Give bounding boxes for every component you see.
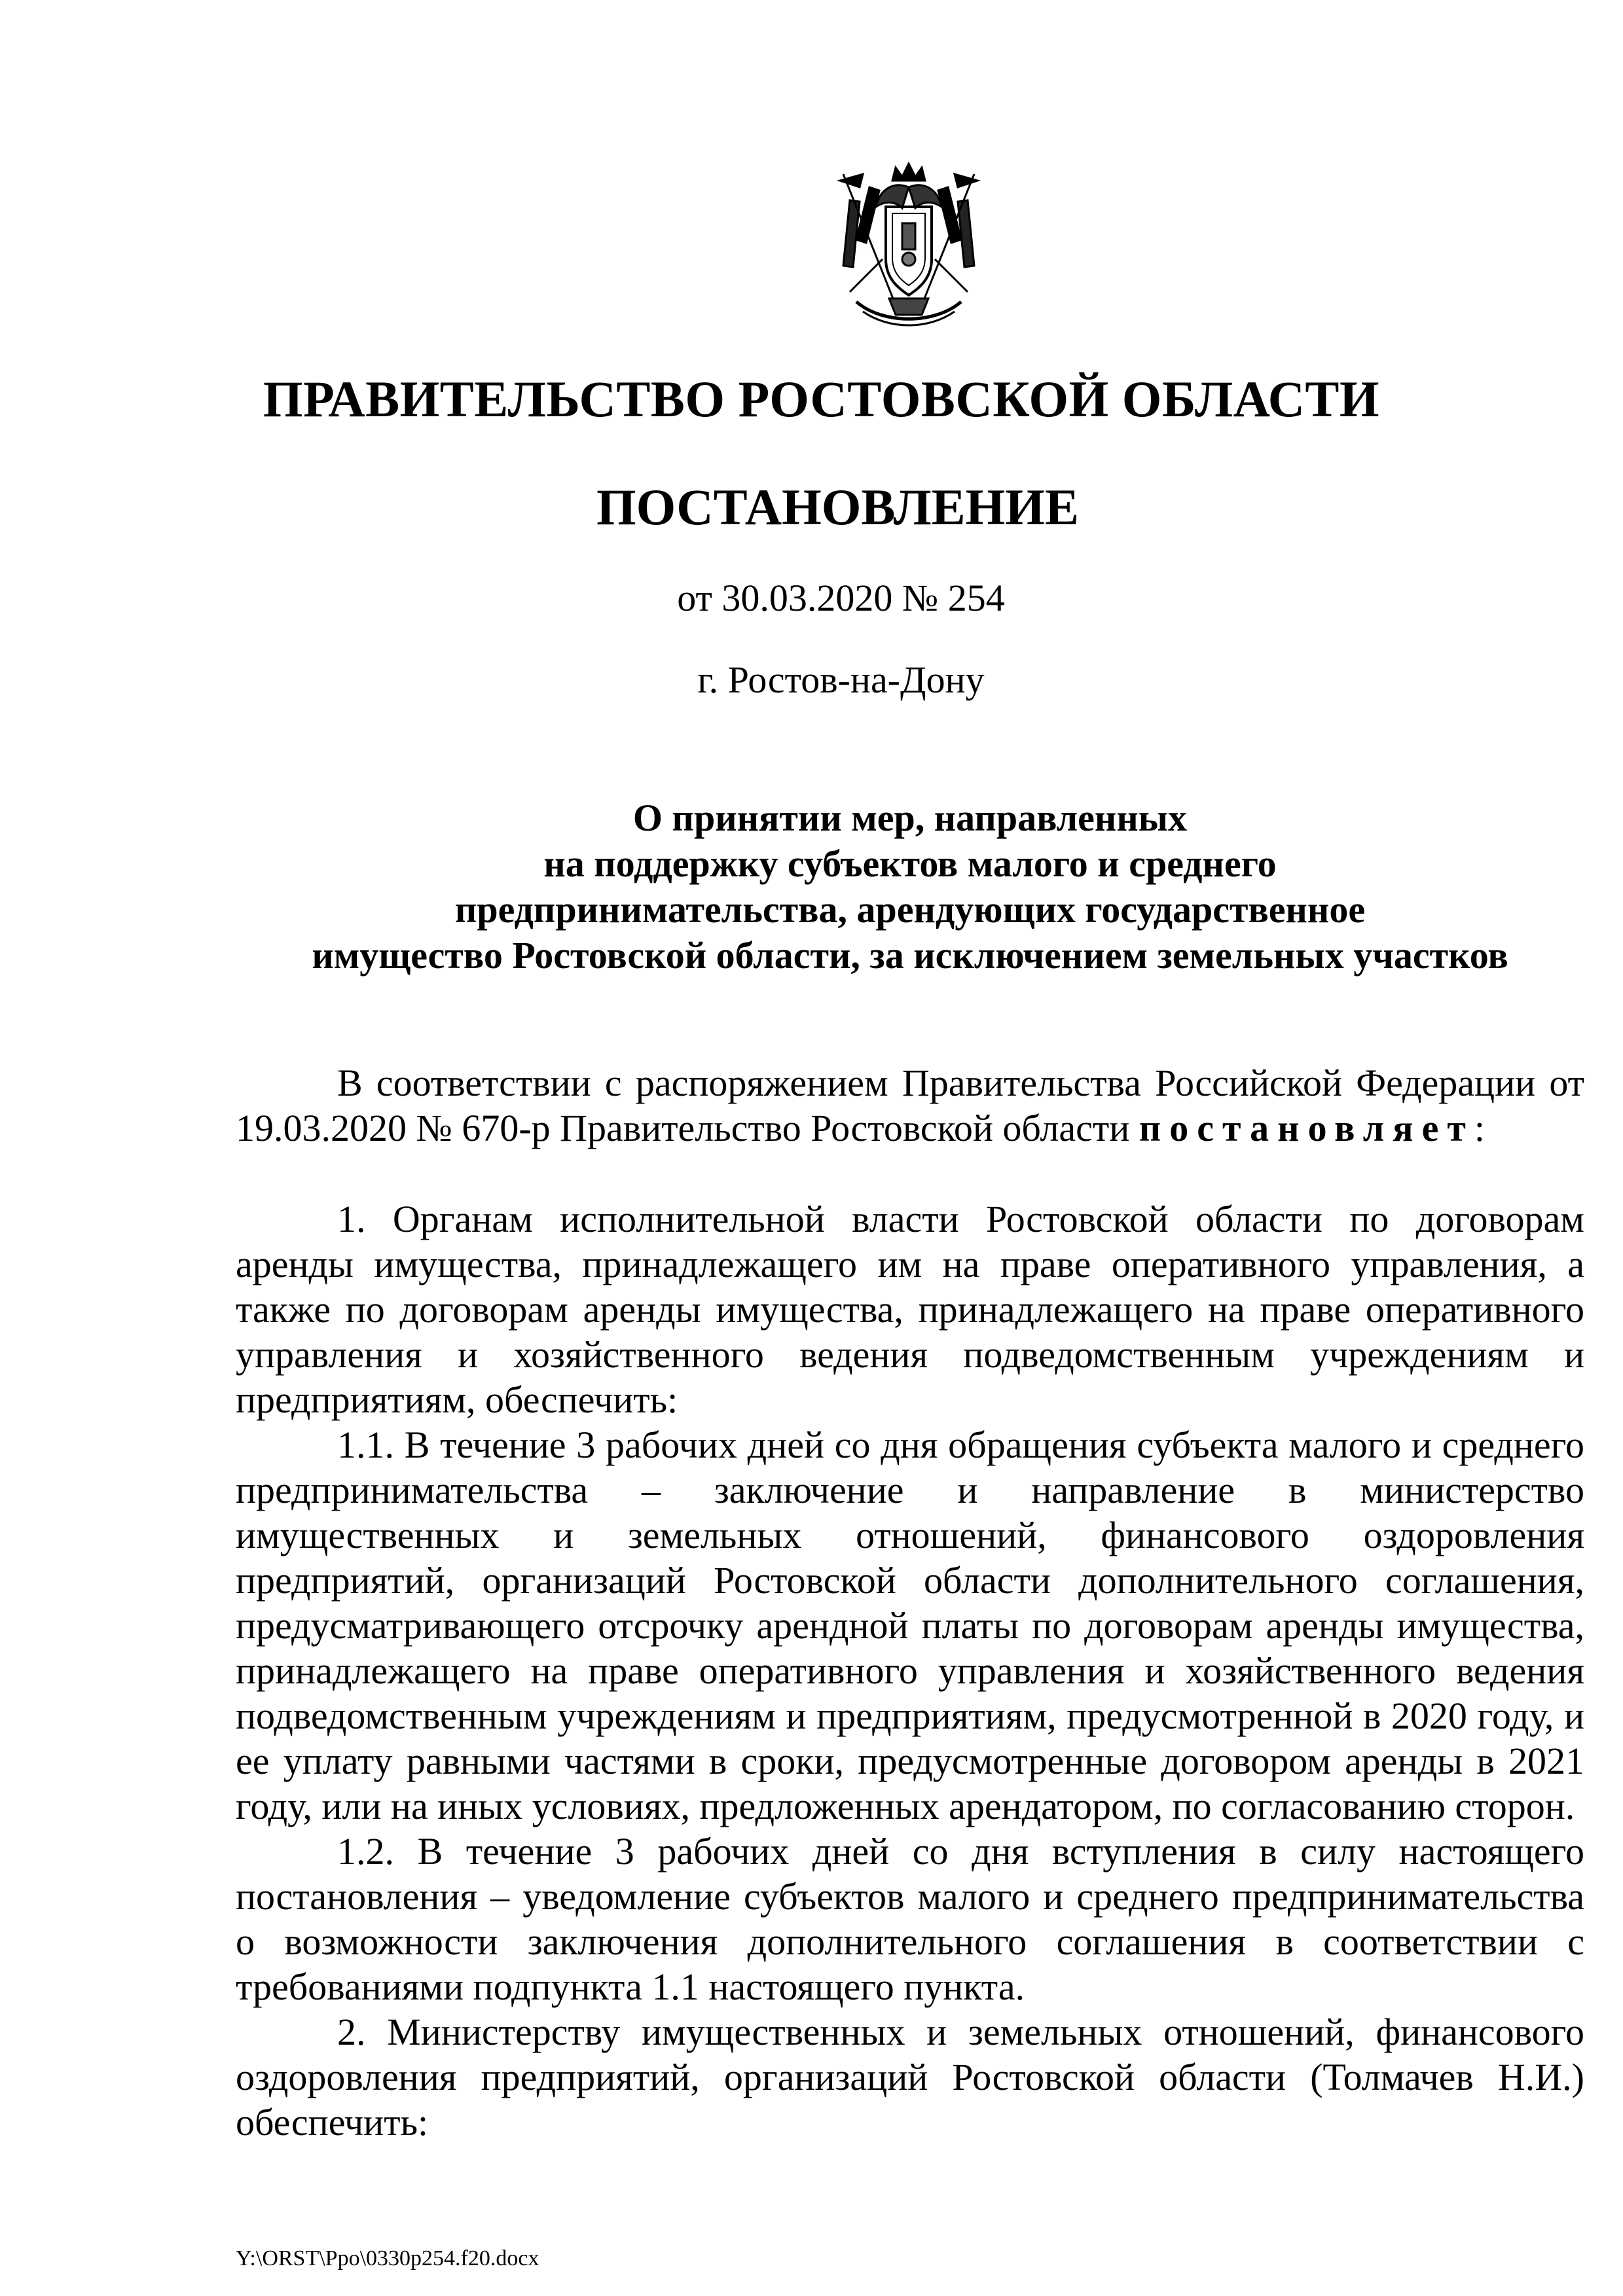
subject-line: на поддержку субъектов малого и среднего	[543, 842, 1277, 885]
subject-line: О принятии мер, направленных	[632, 797, 1188, 839]
paragraph-2: 2. Министерству имущественных и земельных отношений, финансового оздоровления предприятий, организаций Ростовской области (Толмачев Н.И.) обеспечить:	[236, 2011, 1584, 2144]
document-city: г. Ростов-на-Дону	[697, 658, 985, 701]
preamble-colon: :	[1474, 1107, 1485, 1149]
paragraph-1: 1. Органам исполнительной власти Ростовской области по договорам аренды имущества, принадлежащего им на праве оперативного управления, а также по договорам аренды имущества, принадлежащего на праве оперативного управления и хозяйственного ведения подведомственным учреждениям и предприятиям, обеспечить:	[236, 1198, 1584, 1421]
decree-keyword: постановляет	[1139, 1107, 1474, 1149]
document-type: ПОСТАНОВЛЕНИЕ	[596, 478, 1079, 535]
paragraph-1-1: 1.1. В течение 3 рабочих дней со дня обращения субъекта малого и среднего предпринимательства – заключение и направление в министерство имущественных и земельных отношений, финансового оздоровления предприятий, организаций Ростовской области дополнительного соглашения, предусматривающего отсрочку арендной платы по договорам аренды имущества, принадлежащего на праве оперативного управления и хозяйственного ведения подведомственным учреждениям и предприятиям, предусмотренной в 2020 году, и ее уплату равными частями в сроки, предусмотренные договором аренды в 2021 году, или на иных условиях, предложенных арендатором, по согласованию сторон.	[236, 1424, 1584, 1827]
preamble-paragraph	[236, 1060, 1584, 1151]
subject-line: имущество Ростовской области, за исключением земельных участков	[312, 934, 1508, 977]
footer-file-path: Y:\ORST\Ppo\0330p254.f20.docx	[236, 2246, 539, 2270]
paragraph-1-2: 1.2. В течение 3 рабочих дней со дня вступления в силу настоящего постановления – уведомление субъектов малого и среднего предпринимательства о возможности заключения дополнительного соглашения в соответствии с требованиями подпункта 1.1 настоящего пункта.	[236, 1830, 1584, 2008]
government-title: ПРАВИТЕЛЬСТВО РОСТОВСКОЙ ОБЛАСТИ	[263, 370, 1380, 427]
document-date-number: от 30.03.2020 № 254	[677, 577, 1005, 619]
document-subject	[236, 795, 1584, 978]
document-body	[236, 1060, 1584, 2145]
subject-line: предпринимательства, арендующих государственное	[454, 888, 1366, 931]
coat-of-arms-emblem	[830, 161, 987, 331]
preamble-text: В соответствии с распоряжением Правительства Российской Федерации от 19.03.2020 № 670-р Правительство Ростовской области	[236, 1062, 1584, 1149]
